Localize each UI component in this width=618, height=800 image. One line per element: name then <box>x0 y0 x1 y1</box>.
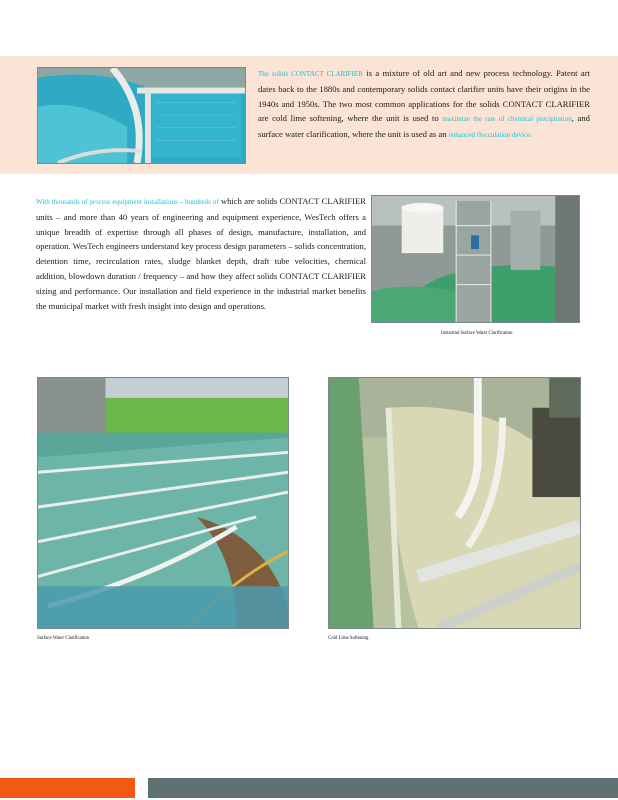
caption-surface-water: Surface Water Clarification <box>37 636 90 641</box>
intro-lead: The solids CONTACT CLARIFIER <box>258 70 363 78</box>
experience-lead: With thousands of process equipment installations – hundreds of <box>36 198 219 206</box>
intro-highlight-1: maximize the rate of chemical precipitation <box>442 115 572 124</box>
caption-cold-lime: Cold Lime Softening <box>328 636 369 641</box>
experience-text: which are solids CONTACT CLARIFIER units – and more than 40 years of engineering and equipment experience, WesTech offers a unique breadth of expertise through all phases of design, manufacture, installation, and operation. WesTech engineers understand key process design parameters – solids concentration, detention time, recirculation rates, sludge blanket depth, draft tube velocities, chemical addition, blowdown duration / frequency – and how they affect solids CONTACT CLARIFIER sizing and performance. Our installation and field experience in the industrial market benefits the municipal market with fresh insight into design and operations. <box>36 196 366 311</box>
footer-bar-gray <box>148 778 618 798</box>
industrial-clarifier-photo <box>371 195 580 323</box>
surface-water-photo <box>37 377 289 629</box>
footer-bar-orange <box>0 778 135 798</box>
cold-lime-photo <box>328 377 581 629</box>
clarifier-basin-photo <box>37 67 246 164</box>
experience-paragraph <box>36 194 366 313</box>
caption-industrial: Industrial Surface Water Clarification <box>441 331 513 336</box>
intro-text-2: , and surface water clarification, where the unit is used as an <box>258 113 590 140</box>
intro-text-1: is a mixture of old art and new process technology. Patent art dates back to the 1880s and contemporary solids contact clarifier units have their origins in the 1940s and 1950s. The two most common applications for the solids CONTACT CLARIFIER are cold lime softening, where the unit is used to <box>258 68 590 124</box>
intro-highlight-2: enhanced flocculation device. <box>448 131 533 140</box>
intro-paragraph <box>258 66 590 143</box>
